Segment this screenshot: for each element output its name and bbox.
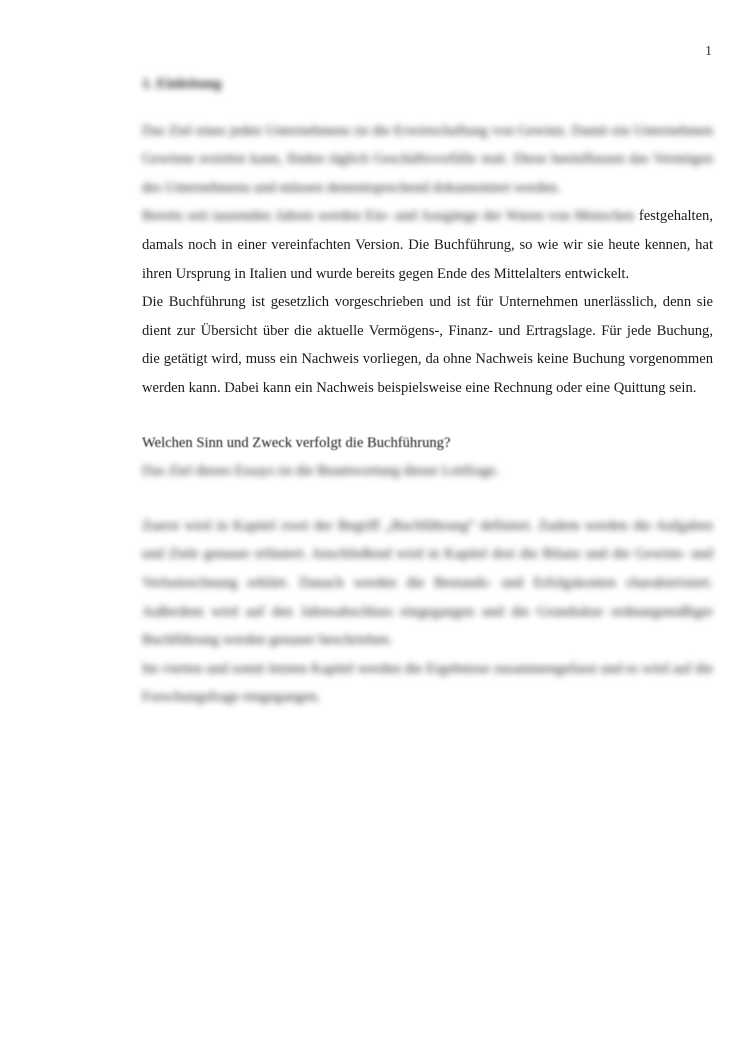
paragraph-intro: Das Ziel eines jeden Unternehmens ist die Erwirtschaftung von Gewinn. Damit ein Unternehmen Gewinne erzielen kann, finden täglich Geschäftsvorfälle statt. Diese beeinflussen das Vermögen des Unternehmens und müssen dementsprechend dokumentiert werden. xyxy=(142,122,713,196)
section-heading: 1. Einleitung xyxy=(142,76,222,92)
document-body xyxy=(142,70,713,712)
paragraph-aim: Das Ziel dieses Essays ist die Beantwortung dieser Leitfrage. xyxy=(142,463,500,480)
paragraph-history xyxy=(142,202,713,288)
page-number: 1 xyxy=(705,44,712,59)
research-question: Welchen Sinn und Zweck verfolgt die Buchführung? xyxy=(142,434,451,451)
paragraph-history-visible: festgehalten, damals noch in einer vereinfachten Version. Die Buchführung, so wie wir sie heute kennen, hat ihren Ursprung in Italien und wurde bereits gegen Ende des Mittelalters entwickelt. xyxy=(142,208,713,282)
paragraph-conclusion: Im vierten und somit letzten Kapitel werden die Ergebnisse zusammengefasst und es wird auf die Forschungsfrage eingegangen. xyxy=(142,660,713,706)
paragraph-history-blurred-line: Bereits seit tausenden Jahren werden Ein- und Ausgänge der Waren von Menschen xyxy=(142,208,635,225)
paragraph-legal: Die Buchführung ist gesetzlich vorgeschrieben und ist für Unternehmen unerlässlich, denn sie dient zur Übersicht über die aktuelle Vermögens-, Finanz- und Ertragslage. Für jede Buchung, die getätigt wird, muss ein Nachweis vorliegen, da ohne Nachweis keine Buchung vorgenommen werden kann. Dabei kann ein Nachweis beispielsweise eine Rechnung oder eine Quittung sein. xyxy=(142,294,713,396)
paragraph-structure: Zuerst wird in Kapitel zwei der Begriff „Buchführung“ definiert. Zudem werden die Aufgaben und Ziele genauer erläutert. Anschließend wird in Kapitel drei die Bilanz und die Gewinn- und Verlustrechnung erklärt. Danach werden die Bestands- und Erfolgskonten charakterisiert. Außerdem wird auf den Jahresabschluss eingegangen und die Grundsätze ordnungsmäßiger Buchführung werden genauer beschrieben. xyxy=(142,517,713,649)
